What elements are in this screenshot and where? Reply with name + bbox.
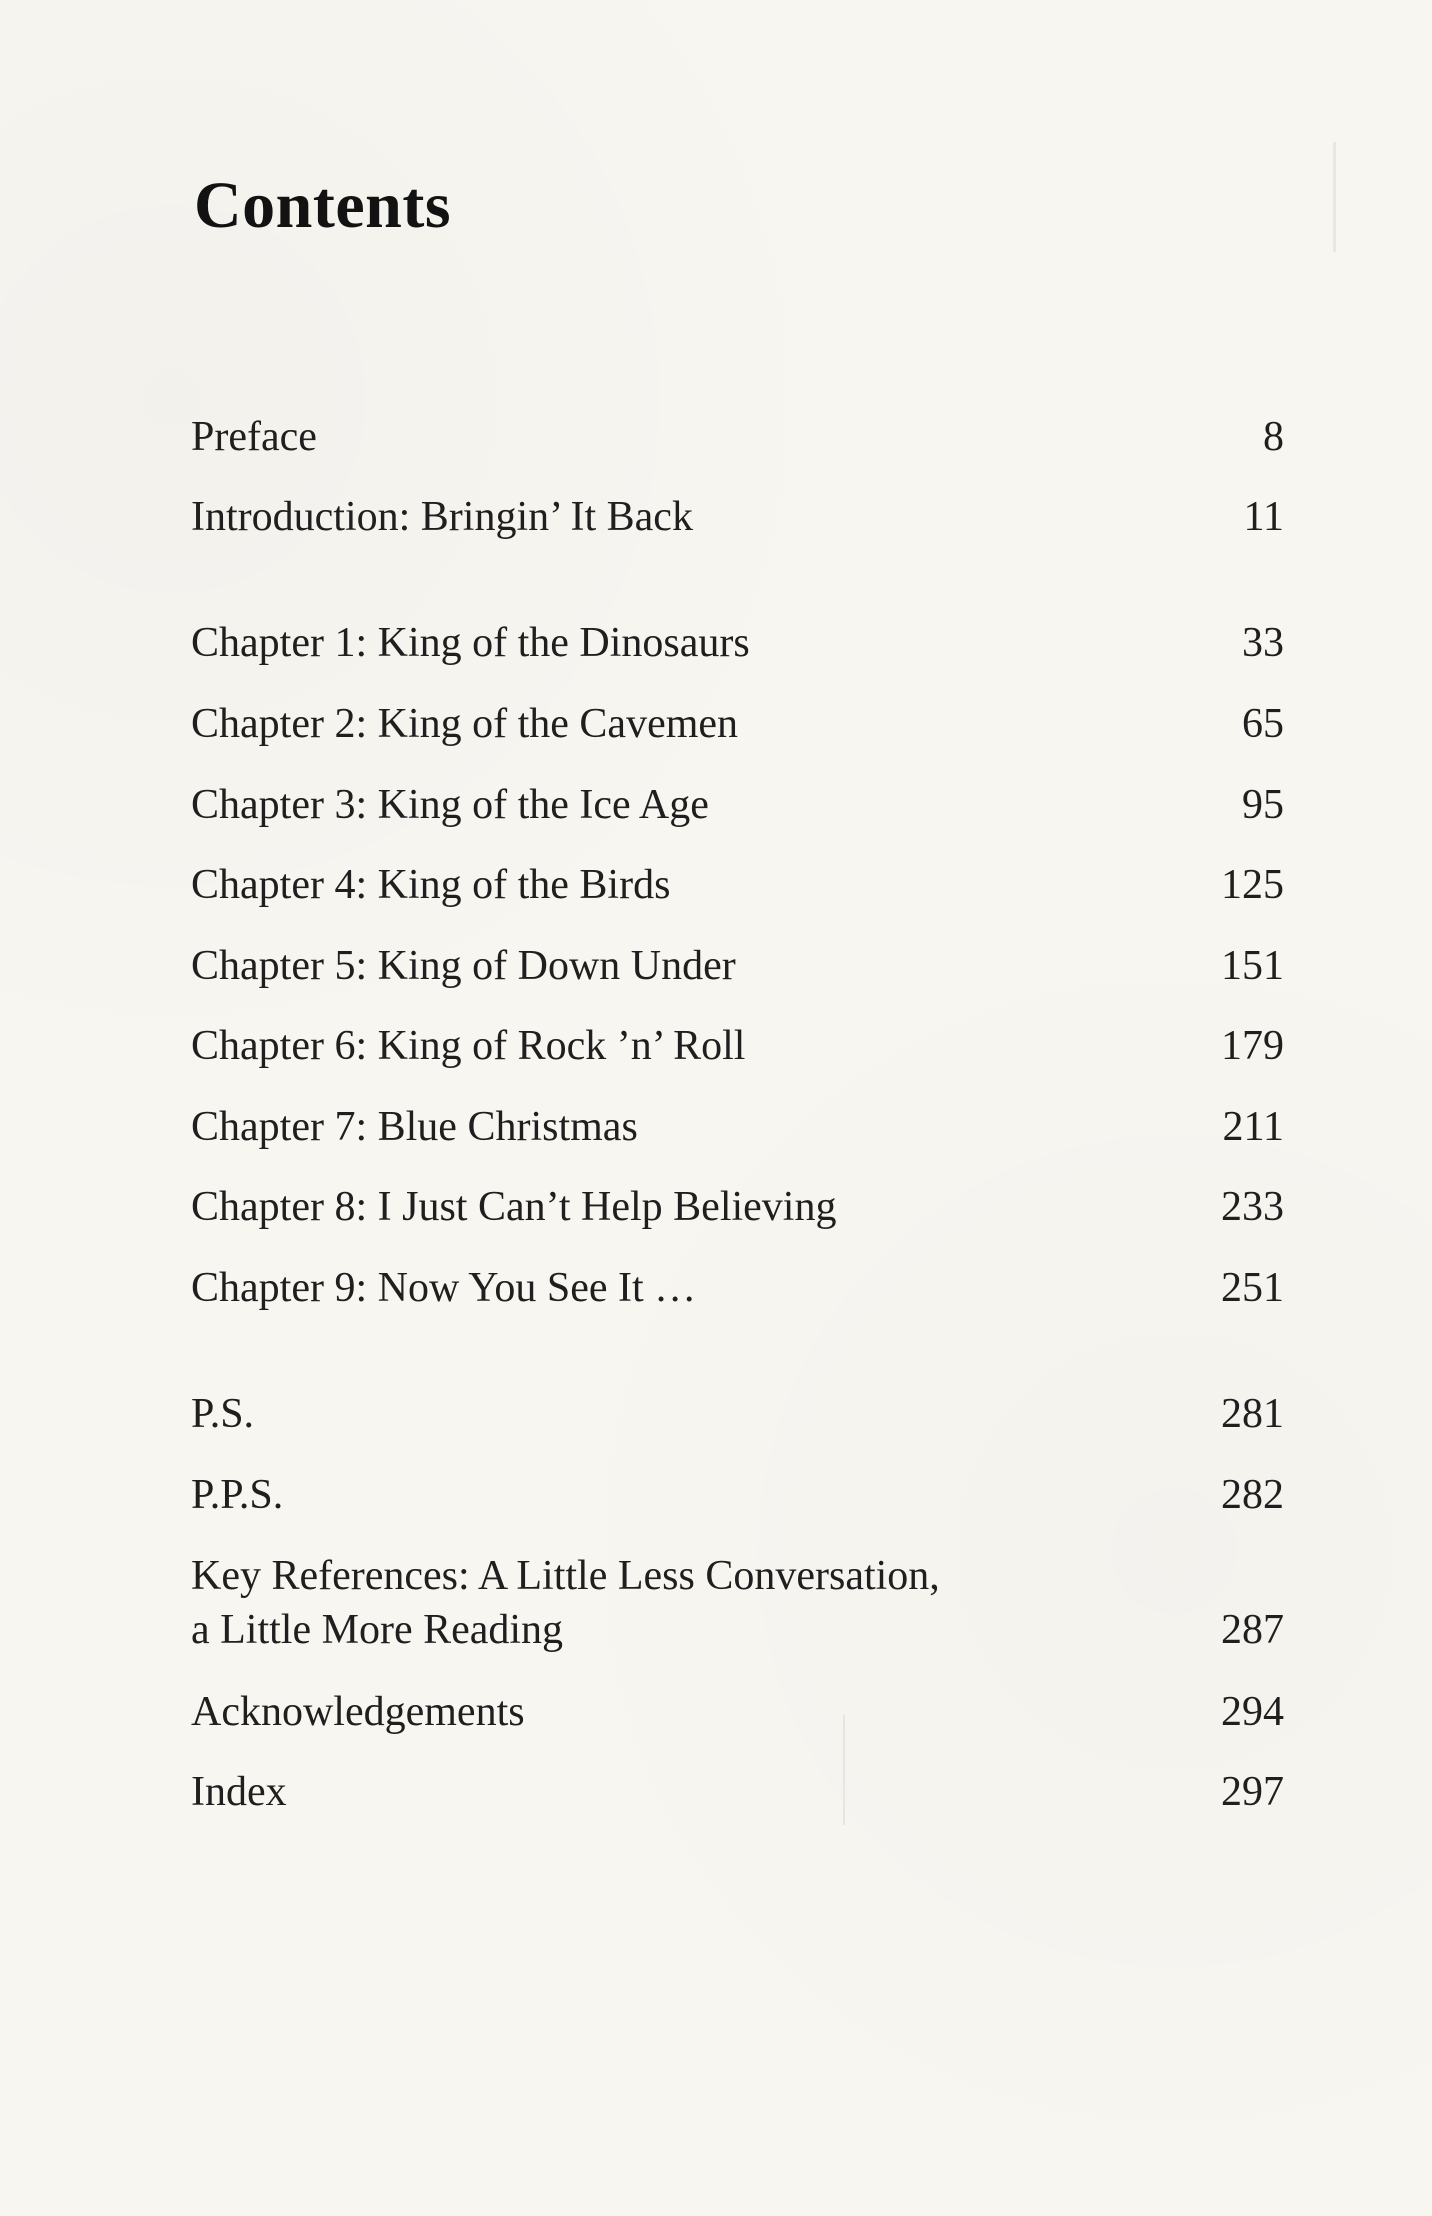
toc-entry-label: Chapter 8: I Just Can’t Help Believing bbox=[191, 1184, 837, 1230]
toc-page-number: 8 bbox=[1263, 414, 1284, 460]
toc-entry-label: Preface bbox=[191, 414, 317, 460]
toc-page-number: 179 bbox=[1221, 1023, 1284, 1069]
toc-entry-key-references bbox=[191, 1549, 1284, 1657]
toc-entry-label: P.P.S. bbox=[191, 1472, 284, 1518]
toc-page-number: 33 bbox=[1242, 620, 1284, 666]
toc-page-number: 125 bbox=[1221, 862, 1284, 908]
toc-entry-label: Chapter 2: King of the Cavemen bbox=[191, 701, 739, 747]
toc-entry-label-multiline bbox=[191, 1549, 940, 1657]
toc-entry-label: Index bbox=[191, 1769, 287, 1815]
contents-title: Contents bbox=[194, 169, 452, 242]
toc-page-number: 281 bbox=[1221, 1391, 1284, 1437]
toc-page-number: 282 bbox=[1221, 1472, 1284, 1518]
toc-page-number: 294 bbox=[1221, 1689, 1284, 1735]
toc-entry-label: Introduction: Bringin’ It Back bbox=[191, 494, 693, 540]
toc-entry-label: Chapter 1: King of the Dinosaurs bbox=[191, 620, 750, 666]
toc-entry-label: Chapter 4: King of the Birds bbox=[191, 862, 671, 908]
toc-entry-label: Chapter 9: Now You See It … bbox=[191, 1265, 697, 1311]
toc-entry-label-line: a Little More Reading bbox=[191, 1607, 564, 1653]
toc-entry-label: Chapter 3: King of the Ice Age bbox=[191, 782, 709, 828]
toc-entry-label: P.S. bbox=[191, 1391, 255, 1437]
page-show-through-mark bbox=[1333, 142, 1336, 252]
toc-entry-label: Chapter 5: King of Down Under bbox=[191, 943, 736, 989]
toc-entry-label: Acknowledgements bbox=[191, 1689, 525, 1735]
toc-entry-label-line: Key References: A Little Less Conversation, bbox=[191, 1553, 940, 1599]
toc-page-number: 211 bbox=[1222, 1104, 1284, 1150]
toc-page-number: 151 bbox=[1221, 943, 1284, 989]
toc-page-number: 233 bbox=[1221, 1184, 1284, 1230]
toc-page-number: 95 bbox=[1242, 782, 1284, 828]
toc-entry-label: Chapter 6: King of Rock ’n’ Roll bbox=[191, 1023, 746, 1069]
page-show-through-mark bbox=[843, 1715, 845, 1825]
toc-page-number: 251 bbox=[1221, 1265, 1284, 1311]
toc-page-number: 287 bbox=[1221, 1607, 1284, 1653]
toc-page-number: 11 bbox=[1243, 494, 1284, 540]
toc-page-number: 297 bbox=[1221, 1769, 1284, 1815]
toc-page-number: 65 bbox=[1242, 701, 1284, 747]
toc-entry-label: Chapter 7: Blue Christmas bbox=[191, 1104, 638, 1150]
